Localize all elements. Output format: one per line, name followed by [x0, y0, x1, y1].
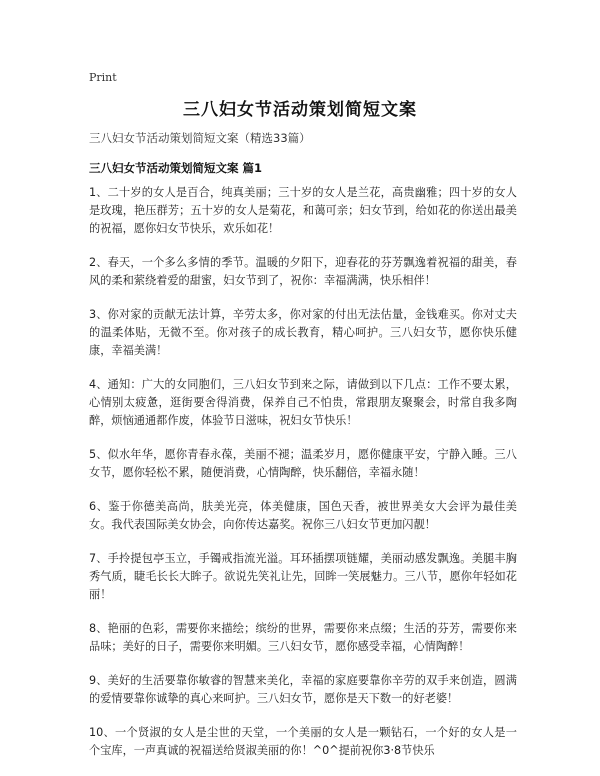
- paragraph: 6、鉴于你德美高尚，肤美光亮，体美健康，国色天香，被世界美女大会评为最佳美女。我代表国际美女协会，向你传达嘉奖。祝你三八妇女节更加闪靓！: [89, 500, 517, 531]
- paragraph: 9、美好的生活要靠你敏睿的智慧来美化，幸福的家庭要靠你辛劳的双手来创造，圆满的爱情要靠你诚挚的真心来呵护。三八妇女节，愿你是天下数一的好老婆！: [89, 674, 517, 705]
- paragraph: 10、一个贤淑的女人是尘世的天堂，一个美丽的女人是一颗钻石，一个好的女人是一个宝库，一声真诚的祝福送给贤淑美丽的你！^0^提前祝你3·8节快乐: [89, 726, 517, 757]
- paragraph: 7、手拎提包亭玉立，手镯戒指流光溢。耳环插摆项链耀，美丽动感发飘逸。美腿丰胸秀气质，睫毛长长大眸子。欲说先笑礼让先，回眸一笑展魅力。三八节，愿你年轻如花丽！: [89, 552, 517, 601]
- section-heading: 三八妇女节活动策划简短文案 篇1: [89, 161, 263, 175]
- page-title: 三八妇女节活动策划简短文案: [183, 100, 417, 120]
- paragraph-list: [89, 184, 517, 776]
- print-label[interactable]: Print: [89, 71, 117, 84]
- paragraph: 4、通知：广大的女同胞们，三八妇女节到来之际，请做到以下几点：工作不要太累，心情别太疲惫，逛街要舍得消费，保养自己不怕贵，常跟朋友聚聚会，时常自我多陶醉，烦恼通通都作废，体验节日滋味，祝妇女节快乐！: [89, 378, 517, 427]
- paragraph: 5、似水年华，愿你青春永葆，美丽不褪；温柔岁月，愿你健康平安，宁静入睡。三八女节，愿你轻松不累，随便消费，心情陶醉，快乐翻倍，幸福永随！: [89, 448, 517, 479]
- paragraph: 8、艳丽的色彩，需要你来描绘；缤纷的世界，需要你来点缀；生活的芬芳，需要你来品味；美好的日子，需要你来明媚。三八妇女节，愿你感受幸福，心情陶醉！: [89, 622, 517, 653]
- subtitle: 三八妇女节活动策划简短文案（精选33篇）: [89, 131, 311, 145]
- paragraph: 3、你对家的贡献无法计算，辛劳太多，你对家的付出无法估量，金钱难买。你对丈夫的温柔体贴，无微不至。你对孩子的成长教育，精心呵护。三八妇女节，愿你快乐健康，幸福美满！: [89, 308, 517, 357]
- paragraph: 2、春天，一个多么多情的季节。温暖的夕阳下，迎春花的芬芳飘逸着祝福的甜美，春风的柔和萦绕着爱的甜蜜，妇女节到了，祝你：幸福满满，快乐相伴！: [89, 256, 517, 287]
- paragraph: 1、二十岁的女人是百合，纯真美丽；三十岁的女人是兰花，高贵幽雅；四十岁的女人是玫瑰，艳压群芳；五十岁的女人是菊花，和蔼可亲；妇女节到，给如花的你送出最美的祝福，愿你妇女节快乐，欢乐如花！: [89, 186, 517, 235]
